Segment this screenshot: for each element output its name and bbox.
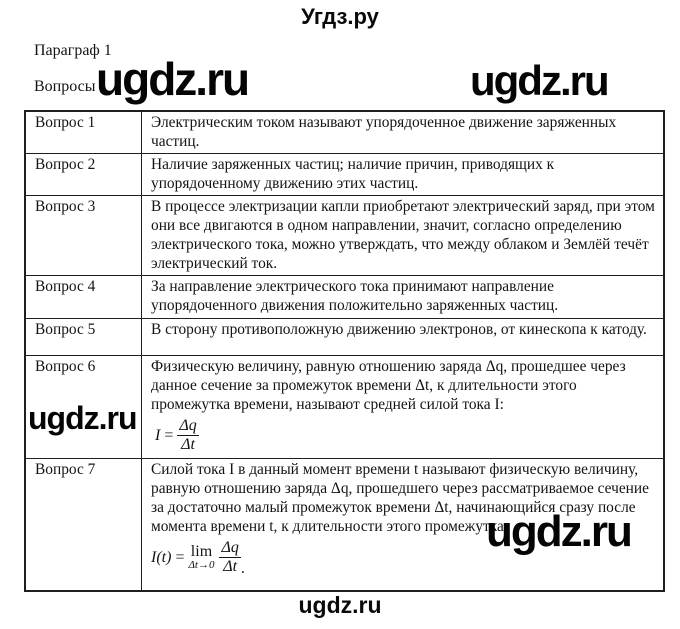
fraction [177,417,198,454]
limit-operator [188,544,214,571]
watermark-top-left: ugdz.ru [96,53,249,105]
answer-text: Силой тока I в данный момент времени t называют физическую величину, равную отношению заряда Δq, прошедшего через рассматриваемое сечение за достаточно малый промежуток времени Δt, начинающийся сразу после момента времени t, к длительности этого промежутка: [151,461,649,535]
fraction [219,539,240,576]
answer-text: Наличие заряженных частиц; наличие причин, приводящих к упорядоченному движению этих частиц. [142,154,665,196]
question-label: Вопрос 4 [25,276,142,319]
formula-lhs: I(t) [151,549,172,566]
equals-sign: = [175,549,185,566]
paragraph-label: Параграф 1 [34,42,112,59]
fraction-denominator: Δt [181,436,195,453]
answer-text: За направление электрического тока принимают направление упорядоченного движения положительно заряженных частиц. [142,276,665,319]
site-title: Угдз.ру [301,4,379,29]
table-row [25,154,664,196]
formula-lhs: I [155,427,161,444]
answer-text: В сторону противоположную движению электронов, от кинескопа к катоду. [142,319,665,356]
watermark-top-right: ugdz.ru [470,57,608,104]
answer-text: Физическую величину, равную отношению заряда Δq, прошедшее через данное сечение за промежуток времени Δt, к длительности этого промежутка времени, называют средней силой тока I: [151,358,626,413]
question-label: Вопрос 5 [25,319,142,356]
limit-word: lim [190,543,213,560]
equals-sign: = [164,427,174,444]
question-label: Вопрос 2 [25,154,142,196]
formula-period: . [240,560,245,577]
table-row [25,319,664,356]
fraction-numerator: Δq [179,417,197,434]
table-row [25,196,664,276]
formula-average-current [155,417,655,454]
question-label: Вопрос 6 [25,356,142,459]
question-label: Вопрос 1 [25,111,142,154]
question-label: Вопрос 3 [25,196,142,276]
answer-text: Электрическим током называют упорядоченное движение заряженных частиц. [142,111,665,154]
answer-text: В процессе электризации капли приобретают электрический заряд, при этом они все двигаются в одном направлении, значит, согласно определению электрического тока, можно утверждать, что между облаком и Землёй течёт электрический ток. [142,196,665,276]
watermark-row6: ugdz.ru [28,400,137,436]
answer-cell [142,356,665,459]
section-label: Вопросы [34,78,96,95]
fraction-denominator: Δt [223,558,238,575]
question-label: Вопрос 7 [25,459,142,591]
limit-subscript: Δt→0 [188,559,215,571]
table-row [25,111,664,154]
fraction-numerator: Δq [221,539,239,556]
watermark-row7: ugdz.ru [486,507,631,556]
table-row [25,276,664,319]
footer-logo: ugdz.ru [298,592,382,618]
